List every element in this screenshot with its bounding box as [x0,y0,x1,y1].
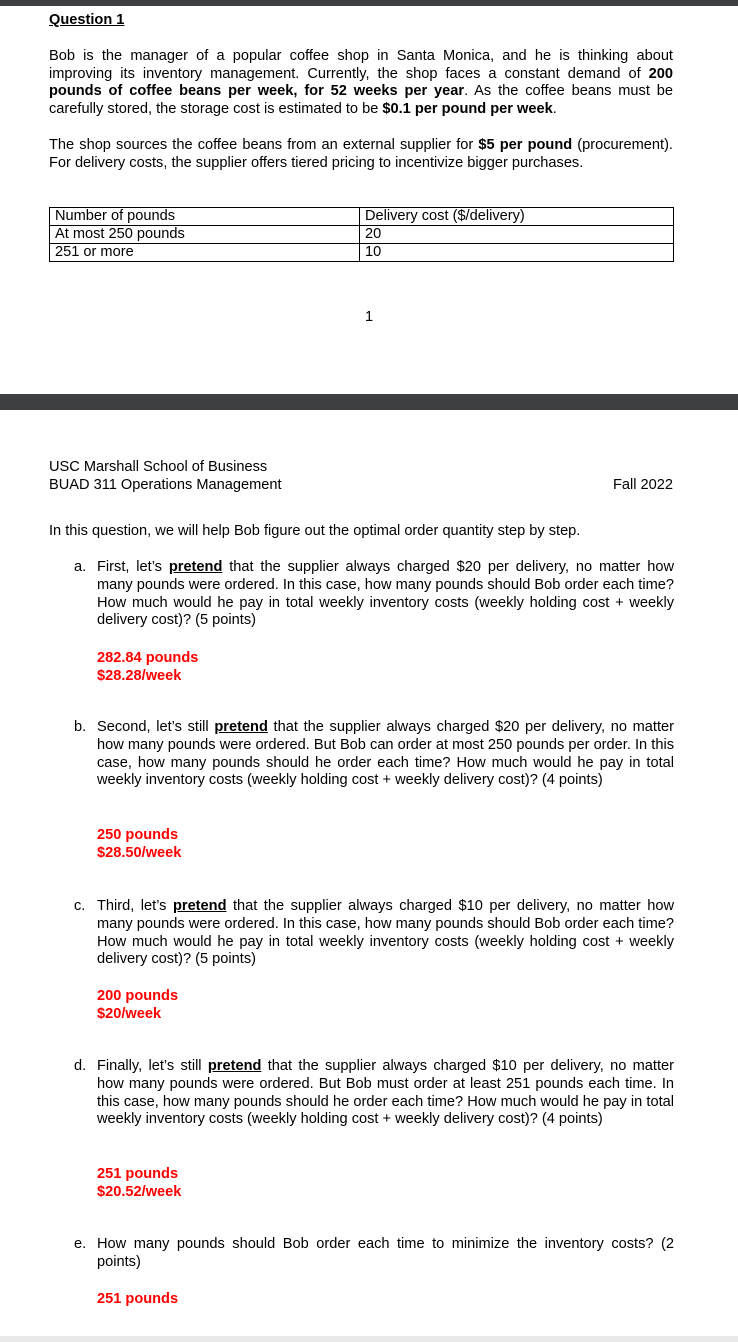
table-header-row [50,208,674,226]
term-label: Fall 2022 [612,477,673,493]
table-row [50,226,674,244]
page-number: 1 [364,309,374,325]
item-label: a. [74,559,87,575]
delivery-cost-table [49,207,674,262]
item-text: Second, let’s still pretend that the supplier always charged $20 per delivery, no matter how many pounds were ordered. But Bob can order at most 250 pounds per order. In this case, how many pounds should he order each time? How much would he pay in total weekly inventory costs (weekly holding cost + weekly delivery cost)? (4 points) [97,719,675,789]
question-item-d [74,1058,674,1129]
pretend-emphasis: pretend [168,559,223,575]
para1-demand: 200 pounds of coffee beans per week, for 52 weeks per year [49,65,673,100]
answer-c-cost: $20/week [97,1006,162,1022]
answer-d-quantity: 251 pounds [97,1166,179,1182]
item-label: c. [74,898,86,914]
item-text: How many pounds should Bob order each time to minimize the inventory costs? (2 points) [97,1236,674,1270]
course-name: BUAD 311 Operations Management [49,477,282,493]
intro-paragraph [49,48,673,118]
answer-b-cost: $28.50/week [97,845,182,861]
table-header-cell: Number of pounds [50,208,360,226]
answer-d-cost: $20.52/week [97,1184,182,1200]
item-label: b. [74,719,87,735]
answer-a-cost: $28.28/week [97,668,182,684]
question-item-a [74,559,674,630]
item-label: e. [74,1236,87,1252]
page-separator [0,394,738,410]
page-1 [0,6,738,394]
para2-text-1: The shop sources the coffee beans from an external supplier for [49,137,479,153]
answer-c-quantity: 200 pounds [97,988,179,1004]
para2-text-2: (procurement). For delivery costs, the supplier offers tiered pricing to incentivize bigger purchases. [49,137,673,171]
para1-text-3: . [552,100,557,117]
item-text: First, let’s pretend that the supplier always charged $20 per delivery, no matter how many pounds were ordered. In this case, how many pounds should Bob order each time? How much would he pay in total weekly inventory costs (weekly holding cost + weekly delivery cost)? (5 points) [97,559,674,629]
question-intro: In this question, we will help Bob figure out the optimal order quantity step by step. [49,523,581,539]
table-header-cell: Delivery cost ($/delivery) [360,208,674,226]
school-name: USC Marshall School of Business [49,459,268,475]
answer-a-quantity: 282.84 pounds [97,650,199,666]
pretend-emphasis: pretend [207,1058,262,1074]
para1-storage-cost: $0.1 per pound per week [382,100,553,117]
answer-e-quantity: 251 pounds [97,1291,179,1307]
question-item-c [74,898,674,969]
para1-text-2: . As the coffee beans must be carefully stored, the storage cost is estimated to be [49,83,673,117]
supplier-paragraph [49,137,673,172]
answer-b-quantity: 250 pounds [97,827,179,843]
page-2 [0,410,738,1336]
table-row [50,244,674,262]
table-cell: 10 [360,244,674,262]
para2-price: $5 per pound [478,137,573,153]
question-title: Question 1 [49,12,125,28]
table-cell: At most 250 pounds [50,226,360,244]
item-label: d. [74,1058,87,1074]
pretend-emphasis: pretend [172,898,227,914]
question-item-b [74,719,674,790]
pretend-emphasis: pretend [214,719,268,735]
table-cell: 20 [360,226,674,244]
table-cell: 251 or more [50,244,360,262]
item-text: Third, let’s pretend that the supplier always charged $10 per delivery, no matter how many pounds were ordered. In this case, how many pounds should Bob order each time? How much would he pay in total weekly inventory costs (weekly holding cost + weekly delivery cost)? (5 points) [97,898,674,968]
para1-text-1: Bob is the manager of a popular coffee shop in Santa Monica, and he is thinking about improving its inventory management. Currently, the shop faces a constant demand of [49,48,673,82]
question-item-e [74,1236,674,1272]
item-text: Finally, let’s still pretend that the supplier always charged $10 per delivery, no matter how many pounds were ordered. But Bob must order at least 251 pounds each time. In this case, how many pounds should he order each time? How much would he pay in total weekly inventory costs (weekly holding cost + weekly delivery cost)? (4 points) [97,1058,675,1128]
